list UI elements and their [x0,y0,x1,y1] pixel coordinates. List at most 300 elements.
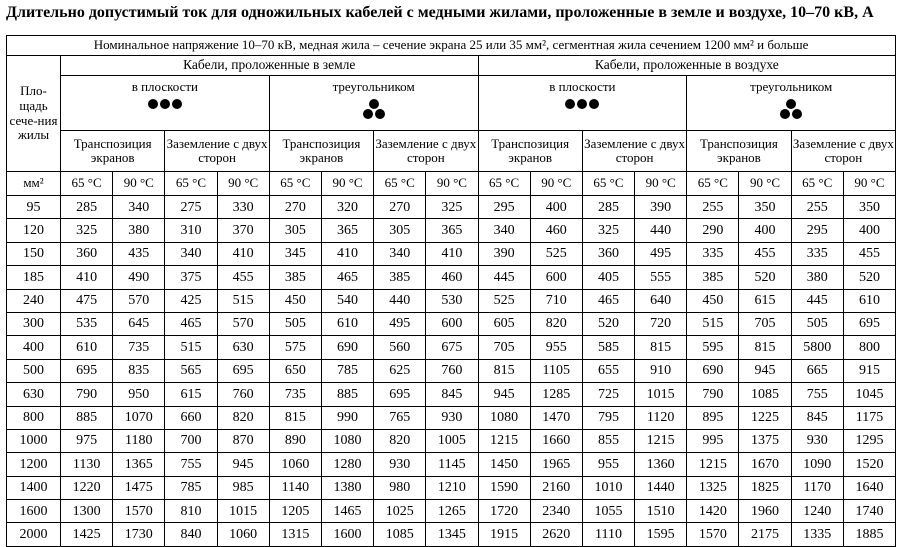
current-value-cell: 455 [217,266,269,289]
current-value-cell: 380 [113,219,165,242]
current-value-cell: 305 [374,219,426,242]
current-value-cell: 405 [582,266,634,289]
current-value-cell: 325 [426,196,478,219]
current-value-cell: 870 [217,429,269,452]
current-value-cell: 885 [61,406,113,429]
current-value-cell: 600 [426,312,478,335]
current-value-cell: 565 [165,359,217,382]
current-value-cell: 1240 [791,500,843,523]
current-value-cell: 1345 [426,523,478,546]
table-row [7,289,896,312]
current-value-cell: 255 [687,196,739,219]
page-title: Длительно допустимый ток для одножильных кабелей с медными жилами, проложенные в земле и воздухе, 10–70 кВ, А [6,4,874,21]
cross-section-cell: 630 [7,383,61,406]
current-value-cell: 385 [374,266,426,289]
cross-section-cell: 500 [7,359,61,382]
flat-arrangement-icon [564,98,600,110]
current-value-cell: 450 [269,289,321,312]
current-value-cell: 340 [374,242,426,265]
table-row [7,336,896,359]
current-value-cell: 990 [321,406,373,429]
current-value-cell: 615 [739,289,791,312]
current-value-cell: 385 [269,266,321,289]
layout-header-trefoil-ground [269,76,478,131]
current-value-cell: 575 [269,336,321,359]
current-value-cell: 720 [635,312,687,335]
current-table [6,35,896,547]
current-value-cell: 1720 [478,500,530,523]
subheader-transposition: Транспозиция экранов [61,131,165,172]
current-value-cell: 930 [791,429,843,452]
current-value-cell: 1110 [582,523,634,546]
current-value-cell: 1315 [269,523,321,546]
current-value-cell: 795 [582,406,634,429]
current-value-cell: 1380 [321,476,373,499]
current-value-cell: 1570 [687,523,739,546]
current-value-cell: 1295 [843,429,895,452]
current-value-cell: 675 [426,336,478,359]
current-value-cell: 1335 [791,523,843,546]
current-value-cell: 785 [321,359,373,382]
current-value-cell: 1015 [635,383,687,406]
current-value-cell: 1670 [739,453,791,476]
table-row [7,359,896,382]
current-value-cell: 1060 [217,523,269,546]
temperature-header: 65 °C [791,172,843,196]
current-value-cell: 335 [687,242,739,265]
current-value-cell: 815 [478,359,530,382]
current-value-cell: 1660 [530,429,582,452]
current-value-cell: 1045 [843,383,895,406]
current-value-cell: 1285 [530,383,582,406]
current-value-cell: 2340 [530,500,582,523]
subheader-grounding: Заземление с двух сторон [791,131,896,172]
current-value-cell: 460 [530,219,582,242]
current-value-cell: 400 [843,219,895,242]
current-value-cell: 335 [791,242,843,265]
current-value-cell: 690 [321,336,373,359]
current-value-cell: 665 [791,359,843,382]
current-value-cell: 980 [374,476,426,499]
group-header-ground: Кабели, проложенные в земле [61,56,479,76]
temperature-header: 90 °C [217,172,269,196]
cross-section-cell: 120 [7,219,61,242]
current-value-cell: 525 [478,289,530,312]
current-value-cell: 735 [269,383,321,406]
current-value-cell: 440 [374,289,426,312]
cross-section-cell: 185 [7,266,61,289]
current-value-cell: 410 [426,242,478,265]
current-value-cell: 1360 [635,453,687,476]
current-value-cell: 710 [530,289,582,312]
current-value-cell: 1520 [843,453,895,476]
cross-section-cell: 300 [7,312,61,335]
current-value-cell: 505 [269,312,321,335]
current-value-cell: 1025 [374,500,426,523]
subheader-grounding: Заземление с двух сторон [582,131,686,172]
current-value-cell: 800 [843,336,895,359]
current-value-cell: 505 [791,312,843,335]
subheader-transposition: Транспозиция экранов [269,131,373,172]
current-value-cell: 365 [426,219,478,242]
current-value-cell: 350 [843,196,895,219]
layout-label: треугольником [332,79,415,94]
current-value-cell: 540 [321,289,373,312]
table-row [7,523,896,546]
cross-section-cell: 2000 [7,523,61,546]
current-value-cell: 460 [426,266,478,289]
current-value-cell: 310 [165,219,217,242]
current-value-cell: 885 [321,383,373,406]
cross-section-cell: 1200 [7,453,61,476]
current-value-cell: 555 [635,266,687,289]
current-value-cell: 815 [635,336,687,359]
current-value-cell: 440 [635,219,687,242]
cross-section-cell: 400 [7,336,61,359]
current-value-cell: 1960 [739,500,791,523]
temperature-header: 65 °C [582,172,634,196]
current-value-cell: 1600 [321,523,373,546]
layout-label: треугольником [750,79,833,94]
current-value-cell: 1300 [61,500,113,523]
current-value-cell: 595 [687,336,739,359]
current-value-cell: 1140 [269,476,321,499]
current-value-cell: 1105 [530,359,582,382]
current-value-cell: 390 [635,196,687,219]
current-value-cell: 945 [478,383,530,406]
current-value-cell: 695 [217,359,269,382]
temperature-header: 65 °C [374,172,426,196]
current-value-cell: 295 [478,196,530,219]
current-value-cell: 2160 [530,476,582,499]
current-value-cell: 1915 [478,523,530,546]
current-value-cell: 295 [791,219,843,242]
current-value-cell: 630 [217,336,269,359]
current-value-cell: 380 [791,266,843,289]
current-value-cell: 340 [165,242,217,265]
current-value-cell: 515 [687,312,739,335]
current-value-cell: 1215 [478,429,530,452]
current-value-cell: 570 [217,312,269,335]
current-value-cell: 815 [739,336,791,359]
current-value-cell: 655 [582,359,634,382]
current-value-cell: 895 [687,406,739,429]
temperature-header: 65 °C [165,172,217,196]
current-value-cell: 915 [843,359,895,382]
current-value-cell: 255 [791,196,843,219]
current-value-cell: 560 [374,336,426,359]
subheader-grounding: Заземление с двух сторон [374,131,478,172]
current-value-cell: 760 [217,383,269,406]
current-value-cell: 760 [426,359,478,382]
current-value-cell: 1010 [582,476,634,499]
current-value-cell: 370 [217,219,269,242]
table-row [7,383,896,406]
current-value-cell: 1090 [791,453,843,476]
current-value-cell: 1325 [687,476,739,499]
current-value-cell: 360 [61,242,113,265]
current-value-cell: 705 [739,312,791,335]
layout-header-flat-air [478,76,687,131]
current-value-cell: 1440 [635,476,687,499]
table-note: Номинальное напряжение 10–70 кВ, медная жила – сечение экрана 25 или 35 мм², сегментная жила сечением 1200 мм² и больше [7,36,896,56]
trefoil-arrangement-icon [779,98,803,120]
cross-section-cell: 240 [7,289,61,312]
cross-section-cell: 800 [7,406,61,429]
current-value-cell: 1170 [791,476,843,499]
current-value-cell: 975 [61,429,113,452]
current-value-cell: 525 [530,242,582,265]
current-value-cell: 660 [165,406,217,429]
current-value-cell: 640 [635,289,687,312]
current-value-cell: 1015 [217,500,269,523]
temperature-header: 90 °C [739,172,791,196]
current-value-cell: 360 [582,242,634,265]
table-row [7,219,896,242]
current-value-cell: 690 [687,359,739,382]
layout-header-trefoil-air [687,76,896,131]
current-value-cell: 1420 [687,500,739,523]
current-value-cell: 1070 [113,406,165,429]
layout-header-flat-ground [61,76,270,131]
current-value-cell: 1265 [426,500,478,523]
current-value-cell: 785 [165,476,217,499]
current-value-cell: 1450 [478,453,530,476]
current-value-cell: 435 [113,242,165,265]
current-value-cell: 465 [321,266,373,289]
current-value-cell: 425 [165,289,217,312]
table-row [7,242,896,265]
current-value-cell: 465 [165,312,217,335]
current-value-cell: 445 [478,266,530,289]
current-value-cell: 815 [269,406,321,429]
current-value-cell: 1825 [739,476,791,499]
table-row [7,453,896,476]
current-value-cell: 270 [269,196,321,219]
trefoil-arrangement-icon [362,98,386,120]
current-value-cell: 340 [113,196,165,219]
current-value-cell: 1510 [635,500,687,523]
current-value-cell: 840 [165,523,217,546]
current-value-cell: 320 [321,196,373,219]
current-value-cell: 835 [113,359,165,382]
current-value-cell: 530 [426,289,478,312]
current-value-cell: 345 [269,242,321,265]
current-value-cell: 1085 [374,523,426,546]
current-value-cell: 515 [217,289,269,312]
current-value-cell: 845 [791,406,843,429]
current-value-cell: 285 [582,196,634,219]
current-value-cell: 1465 [321,500,373,523]
current-value-cell: 1085 [739,383,791,406]
cross-section-cell: 1600 [7,500,61,523]
current-value-cell: 695 [374,383,426,406]
current-value-cell: 465 [582,289,634,312]
current-value-cell: 270 [374,196,426,219]
current-value-cell: 820 [530,312,582,335]
table-row [7,429,896,452]
current-value-cell: 625 [374,359,426,382]
current-value-cell: 1175 [843,406,895,429]
current-value-cell: 455 [843,242,895,265]
current-value-cell: 950 [113,383,165,406]
current-value-cell: 400 [530,196,582,219]
temperature-header: 65 °C [478,172,530,196]
current-value-cell: 605 [478,312,530,335]
current-value-cell: 410 [61,266,113,289]
table-row [7,476,896,499]
current-value-cell: 375 [165,266,217,289]
current-value-cell: 790 [61,383,113,406]
current-value-cell: 455 [739,242,791,265]
current-value-cell: 945 [739,359,791,382]
current-value-cell: 890 [269,429,321,452]
current-value-cell: 985 [217,476,269,499]
current-value-cell: 2620 [530,523,582,546]
current-value-cell: 495 [635,242,687,265]
current-value-cell: 1885 [843,523,895,546]
current-value-cell: 615 [165,383,217,406]
current-value-cell: 1060 [269,453,321,476]
temperature-header: 90 °C [113,172,165,196]
current-value-cell: 340 [478,219,530,242]
flat-arrangement-icon [147,98,183,110]
table-row [7,406,896,429]
layout-label: в плоскости [131,79,199,94]
current-value-cell: 1210 [426,476,478,499]
subheader-transposition: Транспозиция экранов [478,131,582,172]
current-value-cell: 820 [217,406,269,429]
current-value-cell: 1280 [321,453,373,476]
current-value-cell: 1080 [321,429,373,452]
current-value-cell: 810 [165,500,217,523]
table-row [7,266,896,289]
current-value-cell: 275 [165,196,217,219]
current-value-cell: 610 [843,289,895,312]
current-value-cell: 1220 [61,476,113,499]
unit-label: мм² [7,172,61,196]
current-value-cell: 1205 [269,500,321,523]
current-value-cell: 1595 [635,523,687,546]
cross-section-cell: 95 [7,196,61,219]
current-value-cell: 755 [165,453,217,476]
current-value-cell: 285 [61,196,113,219]
current-value-cell: 1215 [635,429,687,452]
current-value-cell: 385 [687,266,739,289]
current-value-cell: 700 [165,429,217,452]
current-value-cell: 610 [321,312,373,335]
current-value-cell: 735 [113,336,165,359]
current-value-cell: 1590 [478,476,530,499]
current-value-cell: 325 [582,219,634,242]
temperature-header: 90 °C [426,172,478,196]
current-value-cell: 350 [739,196,791,219]
current-value-cell: 390 [478,242,530,265]
area-header: Пло-щадь сече-ния жилы [7,56,61,172]
current-value-cell: 845 [426,383,478,406]
current-value-cell: 610 [61,336,113,359]
current-value-cell: 1130 [61,453,113,476]
current-value-cell: 1055 [582,500,634,523]
current-value-cell: 955 [582,453,634,476]
current-value-cell: 945 [217,453,269,476]
group-header-air: Кабели, проложенные в воздухе [478,56,896,76]
cross-section-cell: 150 [7,242,61,265]
current-value-cell: 520 [739,266,791,289]
current-value-cell: 855 [582,429,634,452]
temperature-header: 90 °C [843,172,895,196]
current-value-cell: 445 [791,289,843,312]
current-value-cell: 1740 [843,500,895,523]
current-value-cell: 325 [61,219,113,242]
current-value-cell: 1375 [739,429,791,452]
current-value-cell: 790 [687,383,739,406]
current-value-cell: 995 [687,429,739,452]
current-value-cell: 1640 [843,476,895,499]
current-value-cell: 1365 [113,453,165,476]
current-value-cell: 1730 [113,523,165,546]
layout-label: в плоскости [549,79,616,94]
current-value-cell: 695 [61,359,113,382]
cross-section-cell: 1400 [7,476,61,499]
current-value-cell: 5800 [791,336,843,359]
current-value-cell: 475 [61,289,113,312]
current-value-cell: 600 [530,266,582,289]
current-value-cell: 330 [217,196,269,219]
current-value-cell: 365 [321,219,373,242]
current-value-cell: 910 [635,359,687,382]
current-value-cell: 1005 [426,429,478,452]
table-row [7,312,896,335]
current-value-cell: 1965 [530,453,582,476]
current-value-cell: 1145 [426,453,478,476]
current-value-cell: 410 [321,242,373,265]
current-value-cell: 450 [687,289,739,312]
current-value-cell: 495 [374,312,426,335]
current-value-cell: 520 [582,312,634,335]
current-value-cell: 290 [687,219,739,242]
current-value-cell: 1425 [61,523,113,546]
current-value-cell: 305 [269,219,321,242]
current-value-cell: 535 [61,312,113,335]
current-value-cell: 705 [478,336,530,359]
table-row [7,196,896,219]
temperature-header: 65 °C [269,172,321,196]
current-value-cell: 1180 [113,429,165,452]
current-value-cell: 1225 [739,406,791,429]
current-value-cell: 930 [374,453,426,476]
temperature-header: 65 °C [61,172,113,196]
current-value-cell: 570 [113,289,165,312]
current-value-cell: 400 [739,219,791,242]
current-value-cell: 820 [374,429,426,452]
current-value-cell: 955 [530,336,582,359]
subheader-grounding: Заземление с двух сторон [165,131,269,172]
current-value-cell: 490 [113,266,165,289]
current-value-cell: 410 [217,242,269,265]
subheader-transposition: Транспозиция экранов [687,131,791,172]
current-value-cell: 650 [269,359,321,382]
current-value-cell: 765 [374,406,426,429]
current-value-cell: 1470 [530,406,582,429]
current-value-cell: 1570 [113,500,165,523]
temperature-header: 65 °C [687,172,739,196]
current-value-cell: 2175 [739,523,791,546]
current-value-cell: 725 [582,383,634,406]
cross-section-cell: 1000 [7,429,61,452]
temperature-header: 90 °C [530,172,582,196]
current-value-cell: 1080 [478,406,530,429]
